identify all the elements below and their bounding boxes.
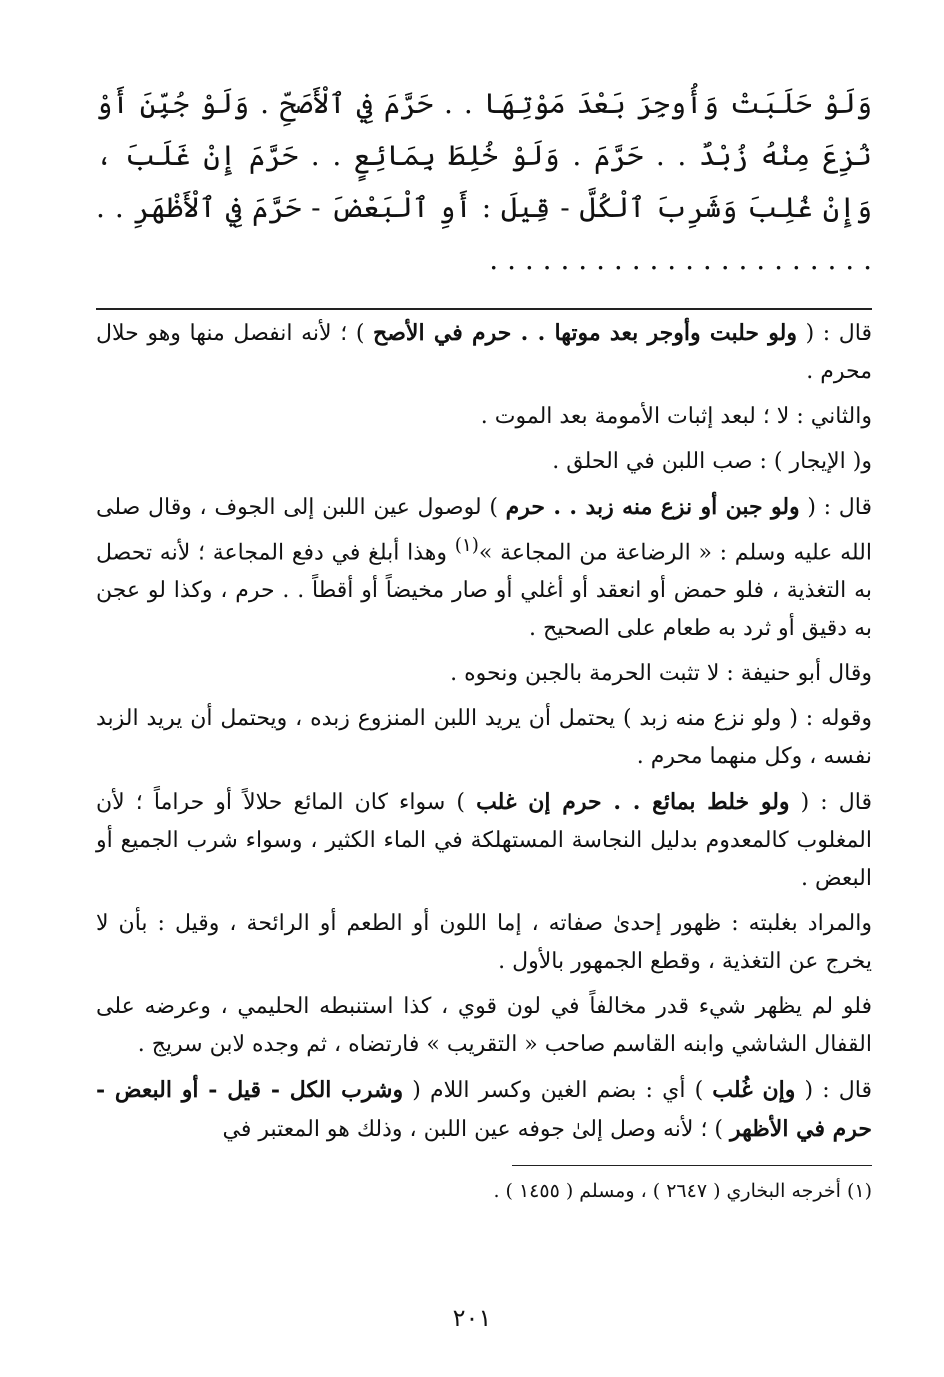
commentary-paragraph: والمراد بغلبته : ظهور إحدىٰ صفاته ، إما اللون أو الطعم أو الرائحة ، وقيل : بأن لا يخرج عن التغذية ، وقطع الجمهور بالأول . (96, 911, 872, 975)
matn-quote: وإن غُلب (712, 1077, 796, 1104)
commentary-text: ) سواء كان المائع حلالاً أو حراماً ؛ لأن المغلوب كالمعدوم بدليل النجاسة المستهلكة في الماء الكثير ، وسواء شرب الجميع أو البعض . (96, 790, 872, 892)
commentary (96, 314, 872, 1149)
page-body (96, 78, 872, 1206)
footnote-marker[interactable]: (١) (454, 535, 479, 556)
commentary-paragraph: وقوله : ( ولو نزع منه زبد ) يحتمل أن يريد اللبن المنزوع زبده ، ويحتمل أن يريد الزبد نفسه ، وكل منهما محرم . (96, 706, 872, 770)
commentary-text: ) أي : بضم الغين وكسر اللام ( (403, 1078, 713, 1104)
commentary-text: ) لوصول عين اللبن إلى الجوف ، وقال صلى الله عليه وسلم : « الرضاعة من المجاعة » (96, 495, 872, 566)
commentary-paragraph (96, 1071, 872, 1149)
matn-quote: وشرب الكل - قيل - أو البعض - حرم في الأظهر (96, 1077, 872, 1143)
commentary-text: وهذا أبلغ في دفع المجاعة ؛ لأنه تحصل به التغذية ، فلو حمض أو انعقد أو أغلي أو صار مخيضاً أو أقطاً . . حرم ، وكذا لو عجن به دقيق أو ثرد به طعام على الصحيح . (96, 540, 872, 642)
commentary-paragraph: فلو لم يظهر شيء قدر مخالفاً في لون قوي ، كذا استنبطه الحليمي ، وعرضه على القفال الشاشي وابنه القاسم صاحب « التقريب » فارتضاه ، ثم وجده لابن سريج . (96, 994, 872, 1058)
footnote-separator-rule (512, 1165, 872, 1166)
commentary-paragraph (96, 488, 872, 648)
footnote: (١) أخرجه البخاري ( ٢٦٤٧ ) ، ومسلم ( ١٤٥٥ ) . (493, 1180, 872, 1203)
commentary-paragraph: و( الإيجار ) : صب اللبن في الحلق . (552, 449, 872, 474)
commentary-text: ) ؛ لأنه وصل إلىٰ جوفه عين اللبن ، وذلك هو المعتبر في (222, 1117, 731, 1143)
matn-text: وَلَوْ حَلَبَتْ وَأُوجِرَ بَعْدَ مَوْتِهَا . . حَرَّمَ فِي ٱلْأَصَحِّ . وَلَوْ جُبِّنَ أَوْ نُزِعَ مِنْهُ زُبْدٌ . . حَرَّمَ . وَلَوْ خُلِطَ بِمَائِعٍ . . حَرَّمَ إِنْ غَلَبَ ، وَإِنْ غُلِبَ وَشَرِبَ ٱلْكُلَّ - قِيلَ : أَوِ ٱلْبَعْضَ - حَرَّمَ فِي ٱلْأَظْهَرِ . . . . . . . . . . . . . . . . . . . . . . . . (96, 87, 873, 276)
matn-quote: ولو خلط بمائع . . حرم إن غلب (476, 789, 790, 816)
matn-quote: ولو حلبت وأوجر بعد موتها . . حرم في الأصح (373, 320, 797, 346)
commentary-paragraph (96, 314, 872, 391)
quote-open: قال : ( (795, 1078, 872, 1104)
commentary-text: ) ؛ لأنه انفصل منها وهو حلال محرم . (96, 321, 872, 384)
commentary-paragraph: والثاني : لا ؛ لبعد إثبات الأمومة بعد الموت . (480, 404, 872, 429)
quote-open: قال : ( (796, 321, 872, 346)
matn-quote: ولو جبن أو نزع منه زبد . . حرم (505, 494, 800, 520)
commentary-paragraph (96, 783, 872, 898)
page-number: ٢٠١ (452, 1304, 492, 1332)
quote-open: قال : ( (799, 495, 873, 520)
matn-separator-rule (96, 308, 872, 310)
quote-open: قال : ( (789, 790, 872, 816)
commentary-paragraph: وقال أبو حنيفة : لا تثبت الحرمة بالجبن ونحوه . (450, 661, 872, 687)
